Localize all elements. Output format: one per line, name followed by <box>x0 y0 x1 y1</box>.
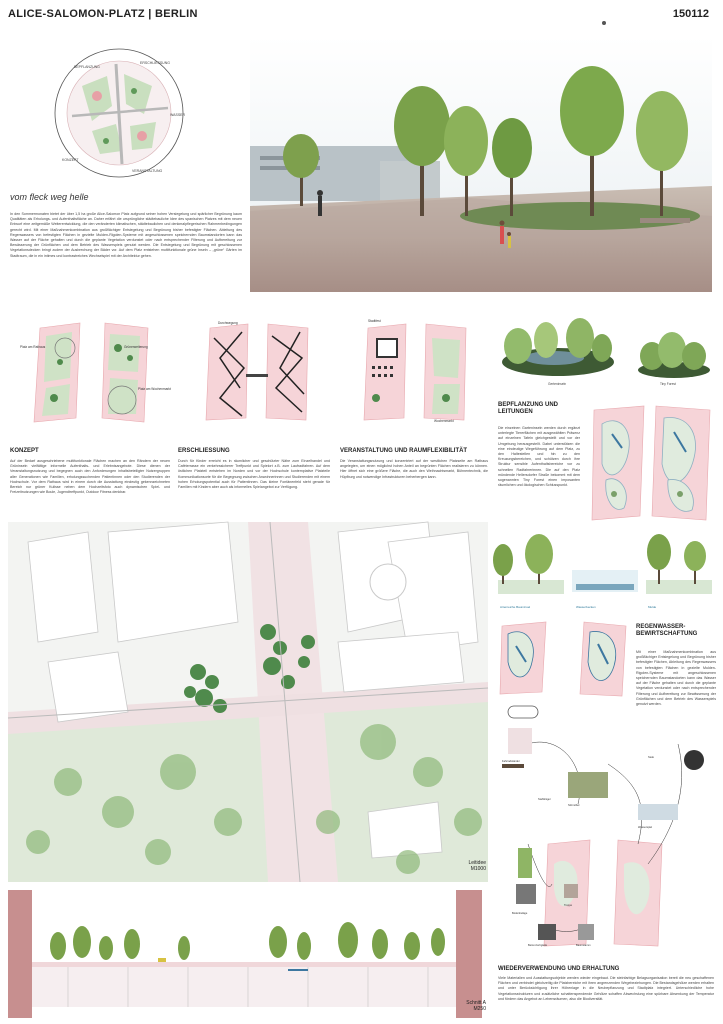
wiederverwendung-text: Viele Materialien und Ausstattungsobjekte werden wieder eingebaut. Die steinfarbige Belagsorganisation bereit die neu geschaffenen Flächen und verbindet gleichzeitig die Platzbereiche mit ihren angrenzenden Wegebeziehungen. Die Bestandsgehölze werden erhalten und unter Berücksichtigung ihrer Höhenlage in die Neubepflanzung und Stadtplatz integriert. Unterschiedliche hohe Vegetationsstrukturen und zusätzliche schattenspendende Gehölze schaffen Abwechslung eine spürbare Absenkung der Temperatur und fördern das Angebot an Lebensräumen, also die Biodiversität. <box>498 976 714 1001</box>
schnitt-label <box>440 1000 486 1012</box>
reuse-label-8: Beton-Fertigteile <box>528 944 548 947</box>
reuse-label-1: Fahrradständer <box>502 760 520 763</box>
page-dot-active <box>602 21 606 25</box>
schnitt-scale: M250 <box>473 1006 486 1012</box>
hero-visualization <box>250 36 712 292</box>
ring-label-2: ERSCHLIESSUNG <box>140 61 170 65</box>
ring-label-3: WASSER <box>170 113 186 117</box>
veranstaltung-text: Die Veranstaltungsnutzung und konzentriert auf der westlichen Platzseite am Rathaus angelegten, um einen möglichst hohen Anteil an begrünten Flächen realisieren zu können. Hier öffnet sich eine größere Fläche, die auch den Weihnachtsmarkt, Bühnentechnik, die Hüpfburg und notwendige Infrastrukturen beherbergen kann. <box>340 459 488 479</box>
konzept-title: KONZEPT <box>10 448 39 454</box>
regenwasser-plan <box>498 622 630 722</box>
leitidee-label <box>440 860 486 872</box>
schnitt-name: Schnitt A <box>466 1000 486 1006</box>
ring-label-1: BEPFLANZUNG <box>74 65 100 69</box>
erschliessung-diagram <box>190 318 320 428</box>
regen-section-1-label: Artenreiche Bauminsel <box>500 605 531 609</box>
garteninsel-model <box>498 318 618 380</box>
reuse-label-4: Wasserspiel <box>638 826 653 829</box>
regen-text: Mit einer Maßnahmenkombination aus großflächiger Entsiegelung und Begrünung bisher befestigter Flächen, Ableitung des Regenwassers von befestigten Flächen in gezielte Mulden-Rigolen-Systeme mit angeschlossenen speichernden Baumstandorten kann das Wasser auf der Fläche gehalten und durch die geplante Vegetation verdunstet oder nach entsprechender Filterung und Aufbereitung zur Bewässerung der Grünflächen und dem Betrieb des Wasserspiels genutzt werden. <box>636 650 716 707</box>
konzept-label-1: Platz am Rathaus <box>20 345 46 349</box>
konzept-text: Auf der Bedarf ausgeschriebene multifunktionale Flächen machen an den Rändern der neuen Grüninseln vielfältige informelle Aufenthalts- und Erlebnisangebote. Diese dienen der Veranstaltungsnutzung und begegnen auch den Anforderungen inhaltsbeteiligter Nutzergruppen aller Generationen wie Familien, erholungssuchenden Patientinnen oder den Studierenden der Hochschule. Vor dem Rathaus wird in einem durch die Ausstattung eindeutig gekennzeichneten Bereich nur grüner Kulisse neben dem Hochzeitsfoto auch dynamischen Spiel- und Freizeitnutzungen wie Boule, Jugendtreffpunkt, Outdoor Fitness denkbar. <box>10 459 170 495</box>
regen-section-2-label: Wasserbecken <box>576 605 596 609</box>
erschliessung-label: Durchwegung <box>218 321 238 325</box>
section-a-drawing <box>8 890 488 1018</box>
veranstaltung-label-1: Stadtfest <box>368 319 381 323</box>
veranstaltung-label-2: Wochenmarkt <box>434 419 454 423</box>
ring-label-4: KONZEPT <box>62 158 79 162</box>
tiny-forest-model <box>636 330 712 380</box>
caption-garteninsel: Gerteninseln <box>548 382 567 386</box>
reuse-label-9: Baumstamm <box>576 944 591 947</box>
concept-circle-diagram <box>52 46 186 180</box>
tagline: vom fleck weg helle <box>10 192 89 202</box>
konzept-diagram <box>20 318 171 428</box>
wiederverwendung-title: WIEDERVERWENDUNG UND ERHALTUNG <box>498 966 620 972</box>
bepflanzung-plan <box>588 404 716 522</box>
intro-paragraph: In den Sommermonaten bietet der über 1,5 ha große Alice-Salomon Platz aufgrund seiner hohen Versiegelung und spärlicher Begrünung kaum Qualitäten als Erholungs- und Aufenthaltsfläche an. Daher erfährt die ursprüngliche städtebauliche Idee des spanischen Platzes mit dem neuen Entwurf eine zeitgemäße Weiterentwicklung, die den veränderten klimatischen, städtebaulichen und denkmalpflegerischen Rahmenbedingungen gerecht wird. Mit einer Maßnahmenkombination aus großflächiger Entsiegelung und Begrünung bisher befestigter Flächen. Ableitung des Regenwassers von befestigten Flächen in gezielte Mulden-Rigolen-Systeme mit angeschlossenen speichernden Baumstandorten kann das Wasser auf der Fläche gehalten und durch die geplante Vegetation verdunstet oder nach entsprechender Filterung und Aufbereitung zur Bewässerung der Grünflächen und dem Betrieb des Wasserspiels genutzt werden. Die Entsiegelung und Begrünung mit geschlossenen Vegetationsdecken bringt zudem der Ausbrechung der Bäder vor. Auf dem Platz entstehen multifunktionale grüne Inseln – „grüne“ Gärten im Stadtraum, die in ein intimes und kontrastreiches Wechselspiel mit der Architektur gehen. <box>10 212 242 258</box>
regenwasser-sections <box>498 530 716 612</box>
reuse-diagram <box>498 724 716 950</box>
reuse-label-2: Sitzmöbel <box>568 804 580 807</box>
page-title: ALICE-SALOMON-PLATZ | BERLIN <box>8 8 198 20</box>
bepflanzung-text: Die einzelnen Garteninseln werden durch ergänzt unterlegte Tiererflächen mit ausgewählten Präsenz auf einzelnen Tafeln gleichgestellt und vor der Umgebung herausgestellt. Dabei unterstützen die eine eindeutige Wegeführung auf dem Platz, zu den Haltestellen und hin zu den Kreuzungsbereichen, und schützen durch ihre Struktur sensible Aufenthaltsbereiche vor zu schnellen Radfahrerinnen. Die auf den Platz mündende Hellersdorfer Straße bekommt mit dem sogenannten Tiny Forest einen imposanten räumlichen und ökologischen Schlusspunkt. <box>498 426 580 488</box>
veranstaltung-title: VERANSTALTUNG UND RAUMFLEXIBILITÄT <box>340 448 468 454</box>
project-id: 150112 <box>672 8 709 20</box>
leitidee-name: Leitidee <box>468 860 486 866</box>
reuse-label-3: Stele <box>648 756 654 759</box>
veranstaltung-diagram <box>348 318 478 428</box>
reuse-label-5: Stahlträger <box>538 798 551 801</box>
erschliessung-title: ERSCHLIESSUNG <box>178 448 230 454</box>
bepflanzung-title: BEPFLANZUNG UND LEITUNGEN <box>498 402 558 415</box>
regen-title: REGENWASSER-BEWIRTSCHAFTUNG <box>636 624 698 637</box>
reuse-label-7: Treppe <box>564 904 573 907</box>
caption-tiny-forest: Tiny Forest <box>660 382 676 386</box>
pagination-dots <box>602 12 614 16</box>
ring-label-5: VERANSTALTUNG <box>132 169 163 173</box>
konzept-label-2: Grünerweiterung <box>124 345 148 349</box>
erschliessung-text: Durch für Kinder erreicht es in räumlicher und geschützter Nähe zum Einzelhandel und Caféterrasse ein verkehrssicherer Treffpunkt und Spielort z.B. zum Laufradfahren. Auf dem östlichen Platzteil entstehen im Norden und vor der Hochschule kontemplative Platzteile Kommunikationsorte für die Begegnung zwischen Anwohnerinnen und Studierenden mit einem hohen Erholungspotential auch für Patientinnen. Das kleine Fontänenfeld steht gerade für Familien mit Kindern aber auch als informelles Spielangebot zur Verfügung. <box>178 459 330 490</box>
regen-section-3-label: Mulde <box>648 605 657 609</box>
reuse-label-6: Bodenbeläge <box>512 912 528 915</box>
konzept-label-3: Platz am Wochenmarkt <box>138 387 171 391</box>
leitidee-site-plan <box>8 522 488 882</box>
leitidee-scale: M1000 <box>470 866 486 872</box>
